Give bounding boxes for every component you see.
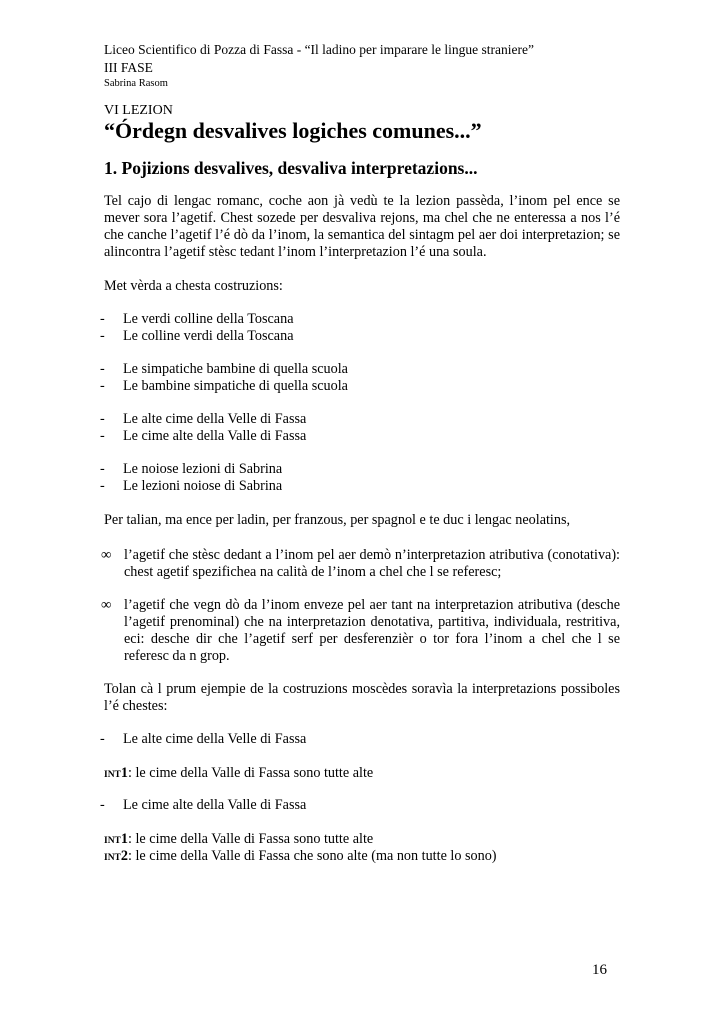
dash-marker: - <box>100 361 105 377</box>
example-item: Le colline verdi della Toscana <box>123 328 294 344</box>
page-title: “Órdegn desvalives logiches comunes...” <box>104 118 482 143</box>
int-number: 1 <box>120 831 128 847</box>
int-text: : le cime della Valle di Fassa sono tutte alte <box>128 831 374 847</box>
dash-marker: - <box>100 478 105 494</box>
interpretation-line <box>104 848 497 867</box>
example-item: Le alte cime della Velle di Fassa <box>123 411 307 427</box>
header-phase-line: III FASE <box>104 60 153 75</box>
intro-paragraph: Tel cajo di lengac romanc, coche aon jà vedù te la lezion passèda, l’inom pel ence se mever sora l’agetif. Chest sozede per desvaliva rejons, ma chel che ne enteressa a nos l’é che canche l’agetif l’é dò da l’inom, la semantica del sintagm pel aer doi interpretazion; se alincontra l’agetif stèsc tedant l’inom l’interpretazion l’é una soula. <box>104 193 620 260</box>
int-tag: INT <box>104 853 121 863</box>
int-number: 2 <box>120 848 128 864</box>
interpretation-line <box>104 765 373 784</box>
dash-marker: - <box>100 311 105 327</box>
languages-line: Per talian, ma ence per ladin, per franzous, per spagnol e te duc i lengac neolatins, <box>104 512 571 528</box>
conclusion-paragraph: Tolan cà l prum ejempie de la costruzions moscèdes soravìa la interpretazions possiboles l’é chestes: <box>104 681 620 714</box>
case-example: Le alte cime della Velle di Fassa <box>123 731 307 747</box>
dash-marker: - <box>100 797 105 813</box>
dash-marker: - <box>100 461 105 477</box>
examples-intro: Met vèrda a chesta costruzions: <box>104 278 283 294</box>
int-number: 1 <box>120 765 128 781</box>
example-item: Le simpatiche bambine di quella scuola <box>123 361 348 377</box>
case-example: Le cime alte della Valle di Fassa <box>123 797 307 813</box>
infinity-bullet-icon: ∞ <box>101 547 112 563</box>
example-item: Le bambine simpatiche di quella scuola <box>123 378 348 394</box>
int-text: : le cime della Valle di Fassa che sono alte (ma non tutte lo sono) <box>128 848 497 864</box>
dash-marker: - <box>100 328 105 344</box>
dash-marker: - <box>100 378 105 394</box>
example-item: Le lezioni noiose di Sabrina <box>123 478 283 494</box>
section-heading: 1. Pojizions desvalives, desvaliva interpretazions... <box>104 158 478 178</box>
dash-marker: - <box>100 428 105 444</box>
bullet-text: l’agetif che vegn dò da l’inom enveze pel aer tant na interpretazion atributiva (desche l’agetif prenominal) che na interpretazion denotativa, partitiva, individuala, restritiva, eci: desche dir che l’agetif serf per desferenzièr o tor fora l’inom a chel che l se referesc da n grop. <box>124 597 620 664</box>
infinity-bullet-icon: ∞ <box>101 597 112 613</box>
example-item: Le noiose lezioni di Sabrina <box>123 461 283 477</box>
header-author-line: Sabrina Rasom <box>104 78 168 89</box>
bullet-text: l’agetif che stèsc dedant a l’inom pel aer demò n’interpretazion atributiva (conotativa): chest agetif spezifichea na calità de l’inom a chel che l se referesc; <box>124 547 620 580</box>
page-number: 16 <box>592 962 607 978</box>
header-school-line: Liceo Scientifico di Pozza di Fassa - “Il ladino per imparare le lingue straniere” <box>104 42 534 57</box>
dash-marker: - <box>100 411 105 427</box>
example-item: Le cime alte della Valle di Fassa <box>123 428 307 444</box>
lesson-label: VI LEZION <box>104 103 173 118</box>
example-item: Le verdi colline della Toscana <box>123 311 294 327</box>
int-text: : le cime della Valle di Fassa sono tutte alte <box>128 765 374 781</box>
int-tag: INT <box>104 836 121 846</box>
dash-marker: - <box>100 731 105 747</box>
int-tag: INT <box>104 770 121 780</box>
